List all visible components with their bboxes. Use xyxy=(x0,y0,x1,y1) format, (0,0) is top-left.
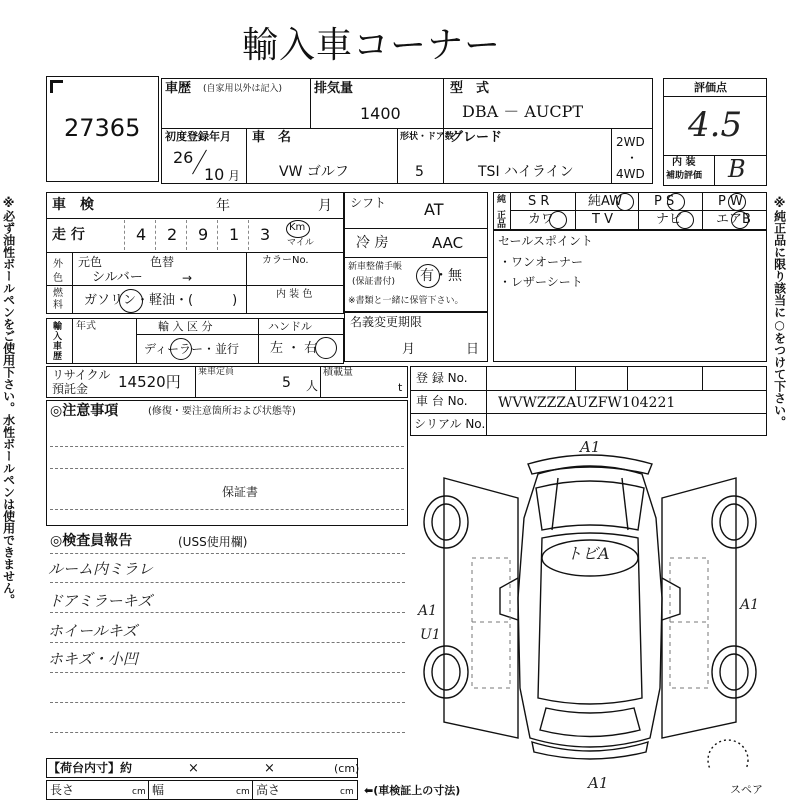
registration-label: 登 録 No. xyxy=(416,371,468,385)
interior-label-2: 補助評価 xyxy=(666,171,703,181)
inspector-line-3: ホイールキズ xyxy=(48,622,138,640)
equip-aw-circle xyxy=(616,193,634,211)
equip-sr: S R xyxy=(528,194,550,209)
drive-dot: ・ xyxy=(626,151,639,165)
aircon-label: 冷 房 xyxy=(356,235,389,251)
mileage-label: 走 行 xyxy=(52,227,85,243)
diagram-label-right-a1: A1 xyxy=(740,597,760,613)
model-label: 型 式 xyxy=(450,81,490,96)
dims-height-unit: cm xyxy=(340,787,354,797)
recycle-label-1: リサイクル xyxy=(52,368,111,382)
inspector-sub: (USS使用欄) xyxy=(178,535,248,549)
mileage-digit-4: 1 xyxy=(229,225,240,244)
recycle-label-2: 預託金 xyxy=(52,382,89,396)
inspection-month-unit: 月 xyxy=(318,198,332,214)
import-type-label: 輸 入 区 分 xyxy=(158,320,213,333)
mileage-digit-1: 4 xyxy=(136,225,147,244)
dims-height: 高さ xyxy=(256,783,281,797)
equip-ps: P S xyxy=(654,194,675,209)
equip-airbag-circle xyxy=(731,211,749,229)
mileage-digit-2: 2 xyxy=(167,225,178,244)
color-original-label: 元色 xyxy=(78,255,103,269)
equipment-label-top: 純 xyxy=(497,195,507,205)
handle-value: 左 ・ 右 xyxy=(270,341,318,356)
sales-point-2: ・レザーシート xyxy=(499,275,583,289)
name-change-month: 月 xyxy=(402,342,416,357)
shift-value: AT xyxy=(424,200,444,219)
first-reg-month: 10 xyxy=(204,165,225,184)
recycle-value: 14520円 xyxy=(118,373,181,391)
dims-length: 長さ xyxy=(50,783,75,797)
manual-label-2: (保証書付) xyxy=(352,277,396,287)
manual-value: 有・無 xyxy=(420,268,462,284)
inspector-line-2: ドアミラーキズ xyxy=(48,592,153,610)
import-year-label: 年式 xyxy=(76,321,96,332)
car-damage-diagram xyxy=(410,438,770,768)
model-value: DBA － AUCPT xyxy=(462,102,584,121)
left-side-note: ※必ず油性ボールペンをご使用下さい。水性ボールペンは使用できません。 xyxy=(1,196,16,606)
mileage-digit-3: 9 xyxy=(198,225,209,244)
rating-value: 4.5 xyxy=(688,105,743,145)
cargo-unit: (cm) xyxy=(334,762,360,775)
equip-airbag: エアB xyxy=(716,212,751,227)
dims-width: 幅 xyxy=(152,783,165,797)
right-side-note: ※純正品に限り該当に○をつけて下さい。 xyxy=(772,196,787,428)
inspection-label: 車 検 xyxy=(52,197,94,213)
inspector-line-4: ホキズ・小凹 xyxy=(48,650,138,668)
handle-right-circle xyxy=(315,337,337,359)
equip-aw: 純AW xyxy=(588,194,623,209)
doors-value: 5 xyxy=(415,164,424,180)
drive-4wd: 4WD xyxy=(616,167,645,181)
equip-pw: P W xyxy=(718,194,743,209)
spare-label: スペア xyxy=(730,783,763,796)
cargo-label: 【荷台内寸】約 xyxy=(48,761,133,775)
capacity-value: 5 xyxy=(282,375,291,391)
color-value: シルバー xyxy=(92,270,143,285)
displacement-label: 排気量 xyxy=(314,81,354,96)
lot-corner-mark xyxy=(50,80,63,93)
equipment-label-bottom: 正品 xyxy=(497,211,507,230)
cargo-x2: × xyxy=(264,761,275,776)
capacity-unit: 人 xyxy=(306,379,319,393)
mileage-unit-mile: マイル xyxy=(287,238,314,248)
first-reg-label: 初度登録年月 xyxy=(165,130,231,143)
car-name-value: VW ゴルフ xyxy=(279,164,349,180)
sales-points-label: セールスポイント xyxy=(498,234,593,248)
notes-title: ◎注意事項 xyxy=(50,403,119,419)
serial-label: シリアル No. xyxy=(414,417,486,431)
displacement-value: 1400 xyxy=(360,104,401,123)
name-change-label: 名義変更期限 xyxy=(350,315,423,329)
rating-label: 評価点 xyxy=(694,81,727,94)
first-reg-month-unit: 月 xyxy=(228,169,241,183)
color-outer-label: 外色 xyxy=(53,259,63,284)
manual-label-1: 新車整備手帳 xyxy=(348,262,403,272)
import-dealer-circle xyxy=(170,338,192,360)
lot-number: 27365 xyxy=(64,114,141,142)
car-name-label: 車 名 xyxy=(252,130,292,145)
import-label: 輸入車歴 xyxy=(53,322,63,362)
inspector-title: ◎検査員報告 xyxy=(50,533,133,549)
shift-label: シフト xyxy=(350,196,387,210)
inspection-year-unit: 年 xyxy=(216,198,230,214)
notes-sub: (修復・要注意箇所および状態等) xyxy=(148,406,296,417)
fuel-gasoline-circle xyxy=(119,289,143,313)
inspector-line-1: ルーム内ミラレ xyxy=(48,560,154,578)
manual-yes-circle xyxy=(416,264,440,288)
shift-box xyxy=(344,192,488,312)
capacity-label: 乗車定員 xyxy=(198,367,235,377)
load-label: 積載量 xyxy=(323,367,353,378)
equip-ps-circle xyxy=(667,193,685,211)
drive-2wd: 2WD xyxy=(616,135,645,149)
color-arrow: → xyxy=(182,271,193,285)
chassis-label: 車 台 No. xyxy=(416,394,468,408)
color-code-label: カラーNo. xyxy=(262,255,309,266)
equip-pw-circle xyxy=(728,193,746,211)
fuel-label: 燃料 xyxy=(53,288,63,311)
diagram-label-left-u1: U1 xyxy=(420,627,441,643)
manual-note: ※書類と一緒に保管下さい。 xyxy=(348,296,464,306)
dims-length-unit: cm xyxy=(132,787,146,797)
diagram-label-left-a1: A1 xyxy=(418,603,438,619)
mileage-unit-km: Km xyxy=(289,222,306,233)
fuel-options: ガソリン・軽油・( ) xyxy=(84,293,238,308)
dims-note: ⬅(車検証上の寸法) xyxy=(364,784,461,797)
diagram-label-top-a1: A1 xyxy=(580,438,601,456)
first-reg-year: 26 xyxy=(173,148,194,167)
equip-leather-circle xyxy=(549,211,567,229)
interior-label-1: 内 装 xyxy=(672,157,696,168)
dims-width-unit: cm xyxy=(236,787,250,797)
name-change-day: 日 xyxy=(466,342,480,357)
sales-point-1: ・ワンオーナー xyxy=(499,255,584,269)
history-note: (自家用以外は記入) xyxy=(203,84,283,94)
equip-navi-circle xyxy=(676,211,694,229)
color-interior-label: 内 装 色 xyxy=(276,289,313,300)
handle-label: ハンドル xyxy=(268,320,312,333)
interior-value: B xyxy=(728,155,746,183)
equip-leather: カワ xyxy=(528,212,555,227)
load-unit: t xyxy=(398,381,403,394)
sales-points-box xyxy=(493,230,767,362)
history-label: 車歴 xyxy=(165,81,192,96)
warranty-label: 保証書 xyxy=(222,485,259,499)
chassis-value: WVWZZZAUZFW104221 xyxy=(498,395,676,411)
cargo-x1: × xyxy=(188,761,199,776)
grade-label: グレード xyxy=(450,130,503,145)
page-title: 輸入車コーナー xyxy=(242,25,502,66)
mileage-digit-5: 3 xyxy=(260,225,271,244)
diagram-label-bottom-a1: A1 xyxy=(588,774,609,792)
dims-box xyxy=(46,780,358,800)
import-type-value: ディーラー・並行 xyxy=(144,342,240,356)
equip-tv: T V xyxy=(592,212,613,227)
color-change-label: 色替 xyxy=(150,255,175,269)
diagram-label-roof: トビA xyxy=(566,544,610,563)
grade-value: TSI ハイライン xyxy=(478,164,574,180)
aircon-value: AAC xyxy=(432,234,464,252)
doors-label: 形状・ドア数 xyxy=(400,132,454,142)
equip-navi: ナビ xyxy=(656,212,683,227)
